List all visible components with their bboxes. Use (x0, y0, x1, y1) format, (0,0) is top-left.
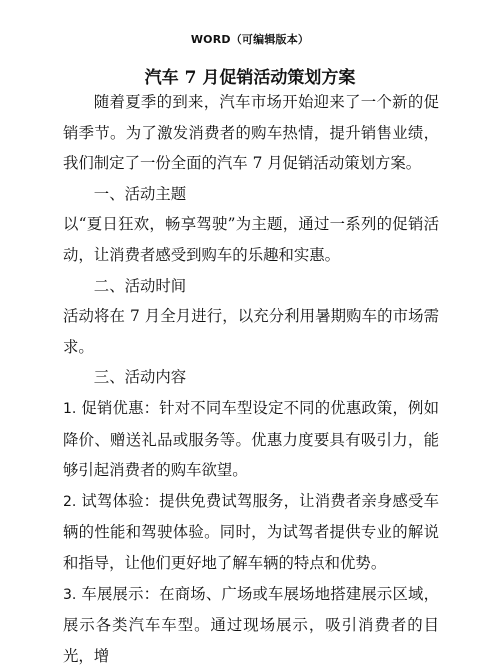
section-heading-theme: 一、活动主题 (63, 179, 439, 210)
document-body (63, 87, 439, 671)
page-header: WORD（可编辑版本） (0, 31, 500, 47)
section-body-time: 活动将在 7 月全月进行，以充分利用暑期购车的市场需求。 (63, 301, 439, 362)
list-item-number: 3. (63, 587, 76, 603)
list-item-auto-show (63, 579, 439, 671)
section-body-theme: 以“夏日狂欢，畅享驾驶”为主题，通过一系列的促销活动，让消费者感受到购车的乐趣和实惠。 (63, 209, 439, 270)
section-heading-time: 二、活动时间 (63, 271, 439, 302)
list-item-text: 车展展示：在商场、广场或车展场地搭建展示区域，展示各类汽车车型。通过现场展示，吸引消费者的目光，增 (63, 585, 439, 665)
list-item-text: 试驾体验：提供免费试驾服务，让消费者亲身感受车辆的性能和驾驶体验。同时，为试驾者提供专业的解说和指导，让他们更好地了解车辆的特点和优势。 (63, 492, 439, 572)
document-title: 汽车 7 月促销活动策划方案 (0, 63, 500, 88)
section-heading-content: 三、活动内容 (63, 362, 439, 393)
intro-paragraph: 随着夏季的到来，汽车市场开始迎来了一个新的促销季节。为了激发消费者的购车热情，提升销售业绩，我们制定了一份全面的汽车 7 月促销活动策划方案。 (63, 87, 439, 179)
list-item-promotion (63, 393, 439, 486)
list-item-number: 1. (63, 401, 76, 417)
list-item-number: 2. (63, 494, 76, 510)
list-item-test-drive (63, 486, 439, 579)
list-item-text: 促销优惠：针对不同车型设定不同的优惠政策，例如降价、赠送礼品或服务等。优惠力度要具有吸引力，能够引起消费者的购车欲望。 (63, 399, 439, 479)
